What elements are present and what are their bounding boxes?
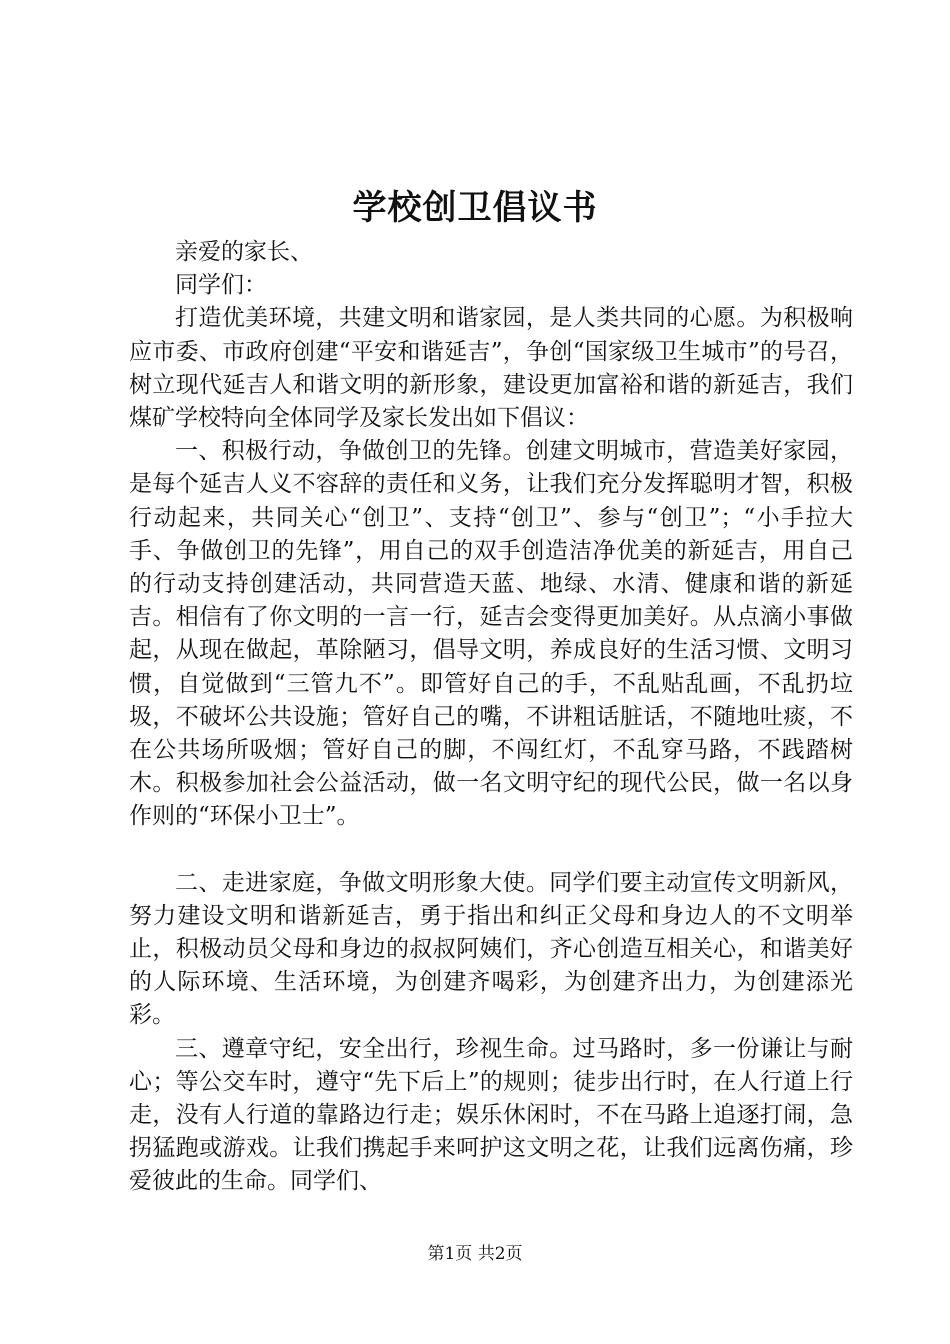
paragraph-point-1: 一、积极行动，争做创卫的先锋。创建文明城市，营造美好家园，是每个延吉人义不容辞的责任和义务，让我们充分发挥聪明才智，积极行动起来，共同关心“创卫”、支持“创卫”、参与“创卫”；“小手拉大手、争做创卫的先锋”，用自己的双手创造洁净优美的新延吉，用自己的行动支持创建活动，共同营造天蓝、地绿、水清、健康和谐的新延吉。相信有了你文明的一言一行，延吉会变得更加美好。从点滴小事做起，从现在做起，革除陋习，倡导文明，养成良好的生活习惯、文明习惯，自觉做到“三管九不”。即管好自己的手，不乱贴乱画，不乱扔垃圾，不破坏公共设施；管好自己的嘴，不讲粗话脏话，不随地吐痰，不在公共场所吸烟；管好自己的脚，不闯红灯，不乱穿马路，不践踏树木。积极参加社会公益活动，做一名文明守纪的现代公民，做一名以身作则的“环保小卫士”。 [129, 438, 853, 830]
paragraph-intro: 打造优美环境，共建文明和谐家园，是人类共同的心愿。为积极响应市委、市政府创建“平安和谐延吉”，争创“国家级卫生城市”的号召，树立现代延吉人和谐文明的新形象，建设更加富裕和谐的新延吉，我们煤矿学校特向全体同学及家长发出如下倡议： [129, 305, 853, 432]
paragraph-point-2: 二、走进家庭，争做文明形象大使。同学们要主动宣传文明新风，努力建设文明和谐新延吉，勇于指出和纠正父母和身边人的不文明举止，积极动员父母和身边的叔叔阿姨们，齐心创造互相关心，和谐美好的人际环境、生活环境，为创建齐喝彩，为创建齐出力，为创建添光彩。 [129, 869, 853, 1029]
salutation-line-1: 亲爱的家长、 [175, 239, 313, 265]
paragraph-point-3: 三、遵章守纪，安全出行，珍视生命。过马路时，多一份谦让与耐心；等公交车时，遵守“先下后上”的规则；徒步出行时，在人行道上行走，没有人行道的靠路边行走；娱乐休闲时，不在马路上追逐打闹，急拐猛跑或游戏。让我们携起手来呵护这文明之花，让我们远离伤痛，珍爱彼此的生命。同学们、 [129, 1035, 853, 1195]
page-footer: 第1页 共2页 [427, 1244, 523, 1264]
document-title: 学校创卫倡议书 [352, 188, 598, 228]
salutation-line-2: 同学们： [175, 272, 267, 299]
document-body [129, 236, 853, 1199]
